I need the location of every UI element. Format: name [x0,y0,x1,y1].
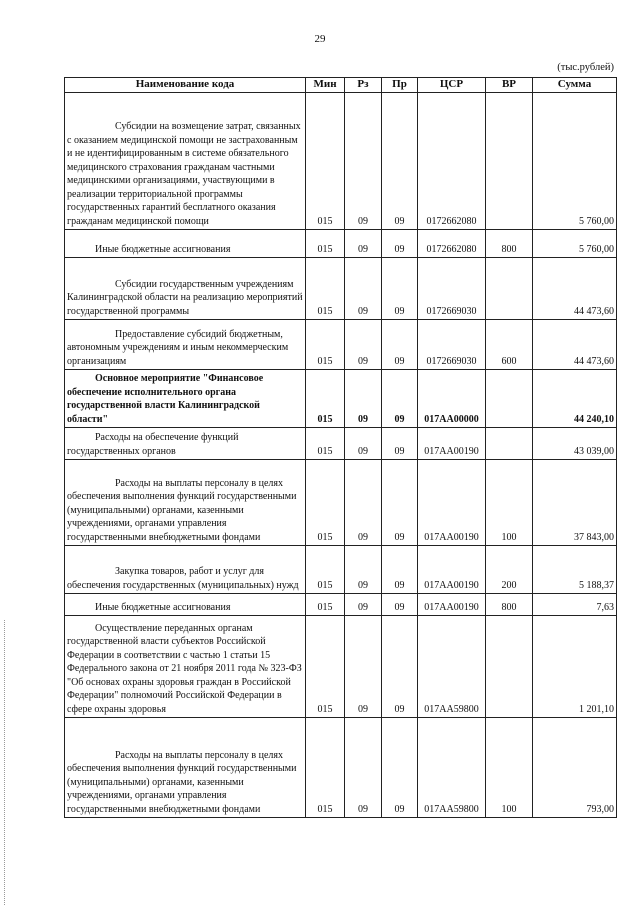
margin-line [4,620,5,905]
row-sum: 43 039,00 [533,428,617,460]
row-pr: 09 [382,428,418,460]
row-csr: 0172662080 [418,93,486,230]
row-rz: 09 [345,460,382,546]
row-min: 015 [306,258,345,320]
header-csr: ЦСР [418,78,486,93]
row-sum: 5 760,00 [533,93,617,230]
row-rz: 09 [345,320,382,370]
row-csr: 017АА59800 [418,718,486,818]
table-row [65,370,617,428]
row-pr: 09 [382,93,418,230]
row-sum: 5 188,37 [533,546,617,594]
row-min: 015 [306,370,345,428]
row-pr: 09 [382,594,418,616]
header-vr: ВР [486,78,533,93]
row-rz: 09 [345,616,382,718]
row-sum: 7,63 [533,594,617,616]
table-row [65,616,617,718]
page-number: 29 [314,33,326,45]
row-csr: 017АА59800 [418,616,486,718]
header-min: Мин [306,78,345,93]
row-name: Расходы на выплаты персоналу в целях обеспечения выполнения функций государственными (муниципальными) органами, казенными учреждениями, органами управления государственными внебюджетными фондами [67,749,297,815]
row-pr: 09 [382,370,418,428]
row-vr: 100 [486,718,533,818]
row-pr: 09 [382,546,418,594]
row-name: Субсидии государственным учреждениям Калининградской области на реализацию мероприятий государственной программы [67,278,303,317]
row-min: 015 [306,320,345,370]
header-rz: Рз [345,78,382,93]
row-sum: 37 843,00 [533,460,617,546]
row-vr [486,93,533,230]
row-name: Предоставление субсидий бюджетным, автономным учреждениям и иным некоммерческим организациям [67,328,289,367]
budget-table [64,77,617,818]
row-csr: 017АА00000 [418,370,486,428]
row-min: 015 [306,460,345,546]
row-csr: 0172669030 [418,258,486,320]
table-row [65,594,617,616]
row-name: Расходы на выплаты персоналу в целях обеспечения выполнения функций государственными (муниципальными) органами, казенными учреждениями, органами управления государственными внебюджетными фондами [67,477,297,543]
row-name: Иные бюджетные ассигнования [95,243,231,255]
row-rz: 09 [345,258,382,320]
row-vr: 800 [486,594,533,616]
table-row [65,230,617,258]
row-pr: 09 [382,258,418,320]
row-rz: 09 [345,370,382,428]
row-pr: 09 [382,320,418,370]
table-row [65,258,617,320]
row-name: Субсидии на возмещение затрат, связанных с оказанием медицинской помощи не застрахованным и не идентифицированным в системе обязательного медицинского страхования гражданам частными медицинскими организациями, участвующими в реализации территориальной программы государственных гарантий бесплатного оказания гражданам медицинской помощи [67,121,301,227]
row-rz: 09 [345,594,382,616]
row-min: 015 [306,230,345,258]
row-csr: 0172662080 [418,230,486,258]
row-min: 015 [306,616,345,718]
row-sum: 44 240,10 [533,370,617,428]
row-csr: 017АА00190 [418,594,486,616]
row-pr: 09 [382,460,418,546]
row-sum: 44 473,60 [533,258,617,320]
row-vr: 200 [486,546,533,594]
row-csr: 017АА00190 [418,546,486,594]
table-row [65,93,617,230]
row-rz: 09 [345,230,382,258]
row-vr: 600 [486,320,533,370]
header-pr: Пр [382,78,418,93]
row-name: Расходы на обеспечение функций государственных органов [67,432,239,457]
row-name: Иные бюджетные ассигнования [95,601,231,613]
row-sum: 793,00 [533,718,617,818]
row-csr: 017АА00190 [418,460,486,546]
row-rz: 09 [345,718,382,818]
row-min: 015 [306,546,345,594]
table-row [65,460,617,546]
row-min: 015 [306,93,345,230]
row-pr: 09 [382,230,418,258]
row-vr [486,428,533,460]
row-name: Осуществление переданных органам государственной власти субъектов Российской Федерации в соответствии с частью 1 статьи 15 Федерального закона от 21 ноября 2011 года № 323-ФЗ "Об основах охраны здоровья граждан в Российской Федерации" полномочий Российской Федерации в сфере охраны здоровья [67,622,302,715]
row-rz: 09 [345,546,382,594]
row-sum: 1 201,10 [533,616,617,718]
table-row [65,718,617,818]
row-min: 015 [306,718,345,818]
row-min: 015 [306,428,345,460]
row-vr [486,370,533,428]
row-vr [486,616,533,718]
header-name: Наименование кода [65,78,306,93]
header-row [65,78,617,93]
row-rz: 09 [345,428,382,460]
row-sum: 44 473,60 [533,320,617,370]
row-min: 015 [306,594,345,616]
table-row [65,428,617,460]
row-vr: 100 [486,460,533,546]
row-name: Основное мероприятие "Финансовое обеспечение исполнительного органа государственной власти Калининградской области" [67,373,264,425]
row-vr: 800 [486,230,533,258]
units-label: (тыс.рублей) [557,62,614,73]
row-rz: 09 [345,93,382,230]
row-csr: 017АА00190 [418,428,486,460]
row-name: Закупка товаров, работ и услуг для обеспечения государственных (муниципальных) нужд [67,566,299,591]
row-csr: 0172669030 [418,320,486,370]
table-row [65,546,617,594]
row-pr: 09 [382,718,418,818]
row-sum: 5 760,00 [533,230,617,258]
header-sum: Сумма [533,78,617,93]
row-pr: 09 [382,616,418,718]
table-row [65,320,617,370]
row-vr [486,258,533,320]
